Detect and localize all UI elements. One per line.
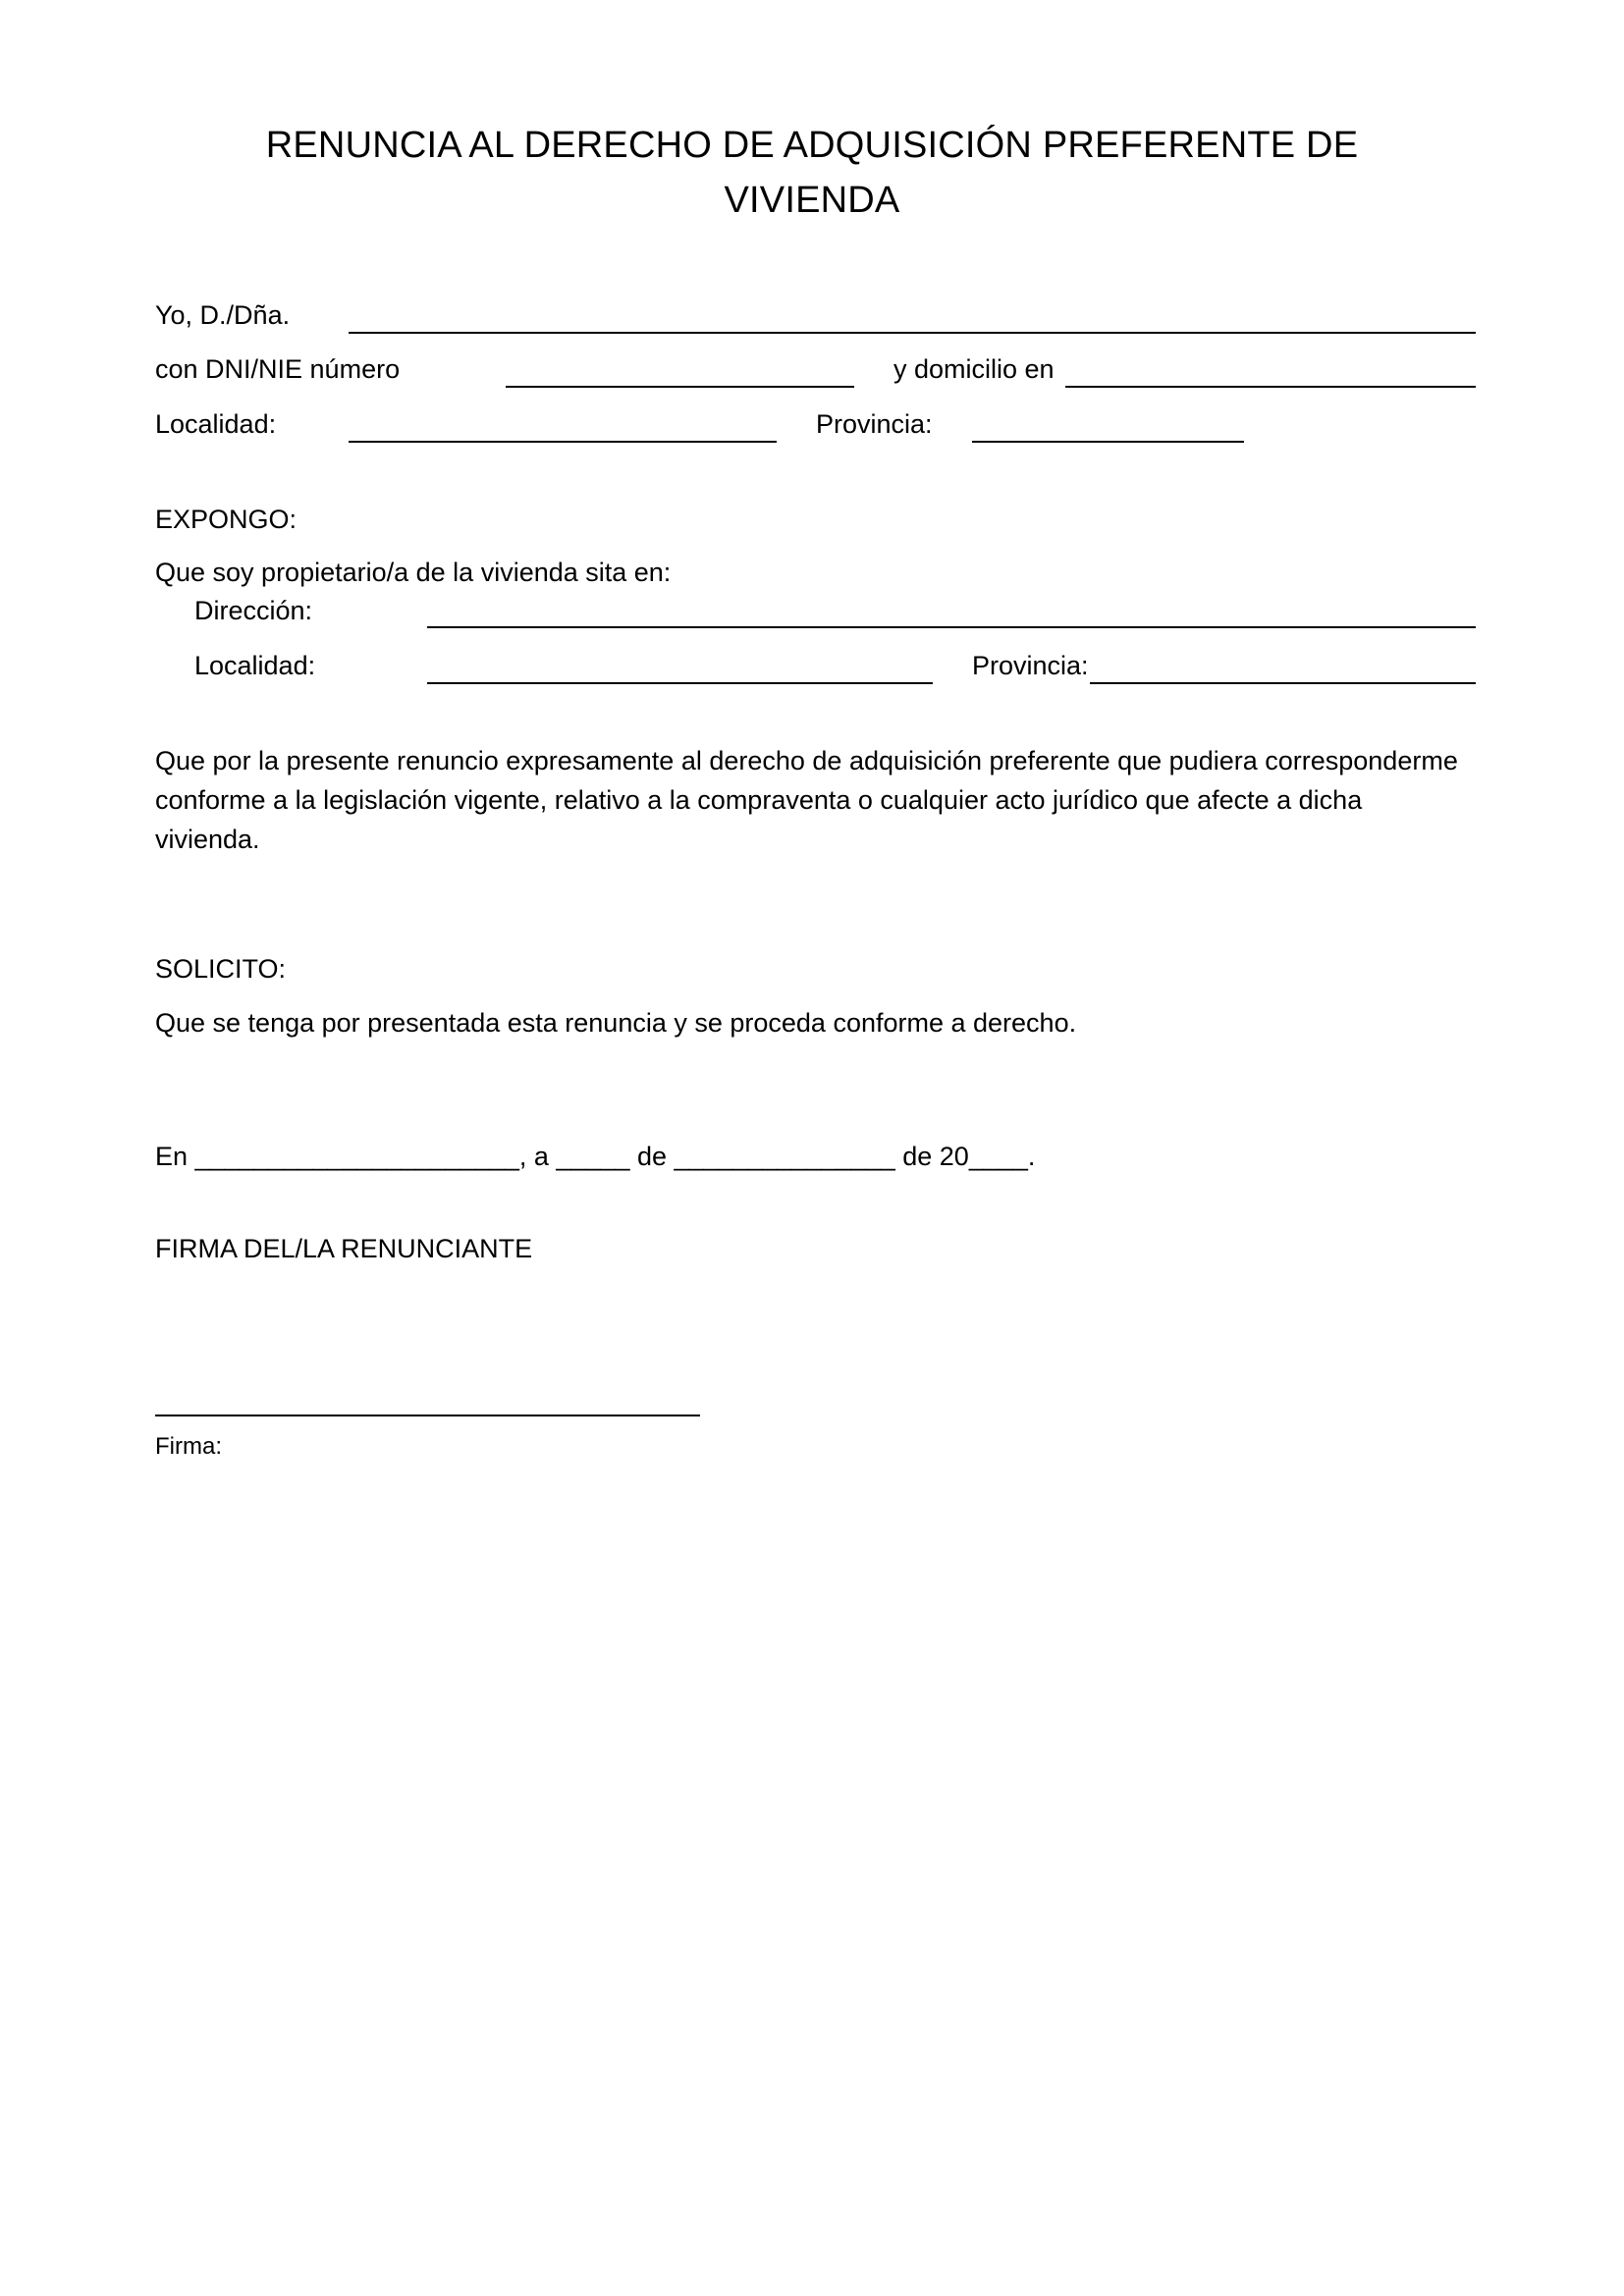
yo-label: Yo, D./Dña.: [155, 300, 291, 330]
renuncia-paragraph: Que por la presente renuncio expresamente al derecho de adquisición preferente que pudiera corresponderme conforme a la legislación vigente, relativo a la compraventa o cualquier acto jurídico que afecte a dicha vivienda.: [155, 746, 1458, 854]
signature-line[interactable]: [155, 1415, 700, 1416]
title-line-2: VIVIENDA: [724, 180, 900, 221]
solicito-text: Que se tenga por presentada esta renuncia y se proceda conforme a derecho.: [155, 1008, 1077, 1038]
direccion-field-line[interactable]: [427, 626, 1476, 628]
vivienda-localidad-label: Localidad:: [194, 651, 316, 680]
direccion-label: Dirección:: [194, 596, 313, 625]
date-line[interactable]: En ______________________, a _____ de _______________ de 20____.: [155, 1142, 1036, 1171]
provincia-label: Provincia:: [816, 409, 933, 439]
localidad-label: Localidad:: [155, 409, 277, 439]
solicito-heading: SOLICITO:: [155, 954, 287, 984]
expongo-intro: Que soy propietario/a de la vivienda sita en:: [155, 558, 672, 587]
dni-field-line[interactable]: [506, 386, 854, 388]
domicilio-label: y domicilio en: [893, 354, 1055, 384]
document-title: [0, 118, 1624, 228]
expongo-heading: EXPONGO:: [155, 505, 298, 534]
title-line-1: RENUNCIA AL DERECHO DE ADQUISICIÓN PREFERENTE DE: [265, 125, 1359, 166]
dni-label: con DNI/NIE número: [155, 354, 401, 384]
localidad-field-line[interactable]: [349, 441, 777, 443]
vivienda-provincia-label: Provincia:: [972, 651, 1089, 680]
vivienda-provincia-field-line[interactable]: [1090, 682, 1476, 684]
name-field-line[interactable]: [349, 332, 1476, 334]
domicilio-field-line[interactable]: [1065, 386, 1476, 388]
firma-label: Firma:: [155, 1433, 222, 1460]
provincia-field-line[interactable]: [972, 441, 1244, 443]
vivienda-localidad-field-line[interactable]: [427, 682, 933, 684]
firma-heading: FIRMA DEL/LA RENUNCIANTE: [155, 1234, 533, 1263]
